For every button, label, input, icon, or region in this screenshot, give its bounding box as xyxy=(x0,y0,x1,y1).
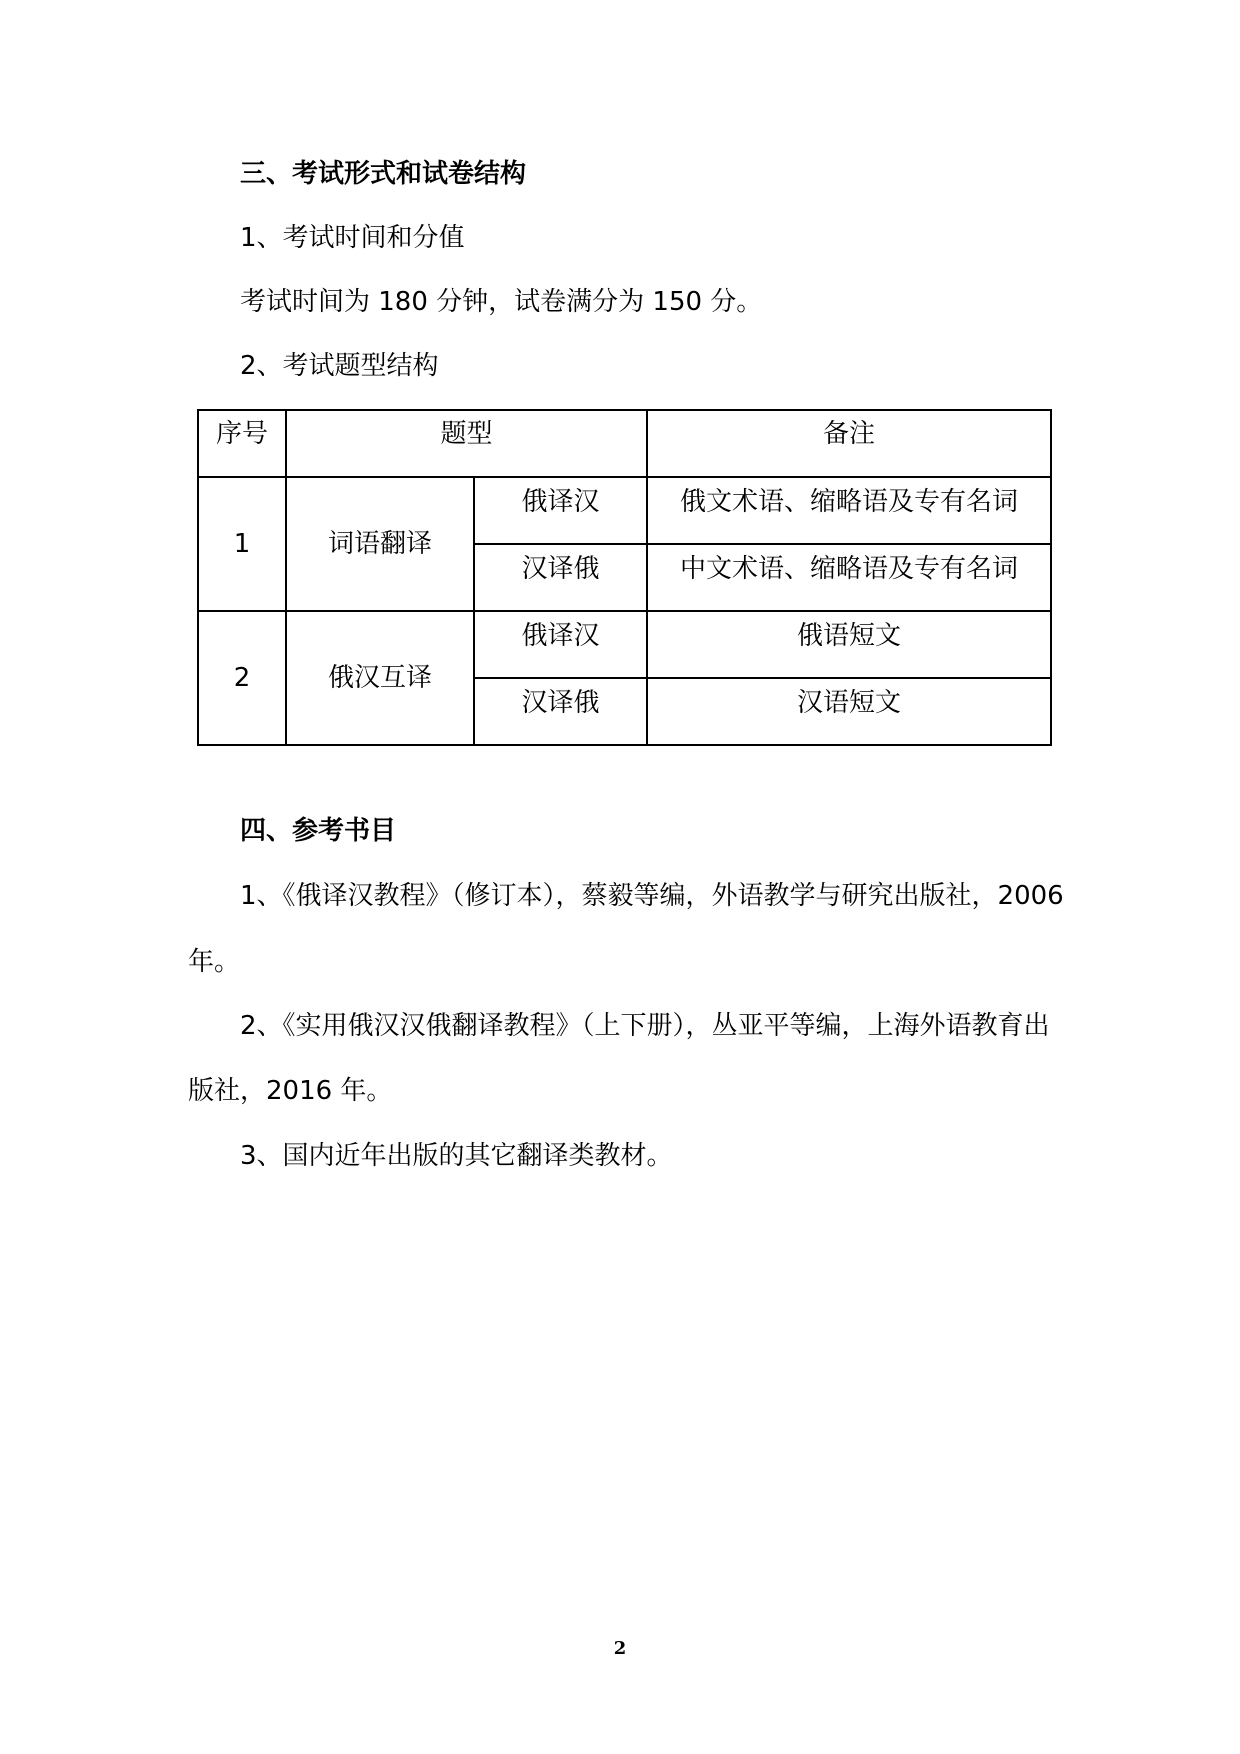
section-3-item-1: 1、考试时间和分值 xyxy=(240,223,465,253)
row-category: 词语翻译 xyxy=(286,477,474,611)
row-index: 2 xyxy=(198,611,286,745)
reference-1-line-2: 年。 xyxy=(188,947,241,977)
row-category: 俄汉互译 xyxy=(286,611,474,745)
row-note: 中文术语、缩略语及专有名词 xyxy=(647,544,1051,611)
reference-2-line-1: 2、《实用俄汉汉俄翻译教程》（上下册），丛亚平等编，上海外语教育出 xyxy=(240,1011,1050,1041)
reference-3: 3、国内近年出版的其它翻译类教材。 xyxy=(240,1141,673,1171)
row-direction: 俄译汉 xyxy=(474,611,647,678)
table-header-row xyxy=(198,410,1051,477)
row-direction: 汉译俄 xyxy=(474,678,647,745)
row-note: 俄语短文 xyxy=(647,611,1051,678)
exam-time-text: 考试时间为 180 分钟，试卷满分为 150 分。 xyxy=(240,287,763,317)
exam-structure-table xyxy=(197,409,1052,746)
page-number: 2 xyxy=(613,1638,627,1659)
header-index: 序号 xyxy=(198,410,286,477)
header-type: 题型 xyxy=(286,410,647,477)
row-note: 俄文术语、缩略语及专有名词 xyxy=(647,477,1051,544)
table-row xyxy=(198,477,1051,544)
row-direction: 汉译俄 xyxy=(474,544,647,611)
section-3-item-2: 2、考试题型结构 xyxy=(240,351,439,381)
row-direction: 俄译汉 xyxy=(474,477,647,544)
section-4-heading: 四、参考书目 xyxy=(240,816,397,846)
table-row xyxy=(198,611,1051,678)
reference-1-line-1: 1、《俄译汉教程》（修订本），蔡毅等编，外语教学与研究出版社，2006 xyxy=(240,881,1064,911)
section-3-heading: 三、考试形式和试卷结构 xyxy=(240,159,527,189)
row-note: 汉语短文 xyxy=(647,678,1051,745)
header-note: 备注 xyxy=(647,410,1051,477)
row-index: 1 xyxy=(198,477,286,611)
reference-2-line-2: 版社，2016 年。 xyxy=(188,1076,393,1106)
